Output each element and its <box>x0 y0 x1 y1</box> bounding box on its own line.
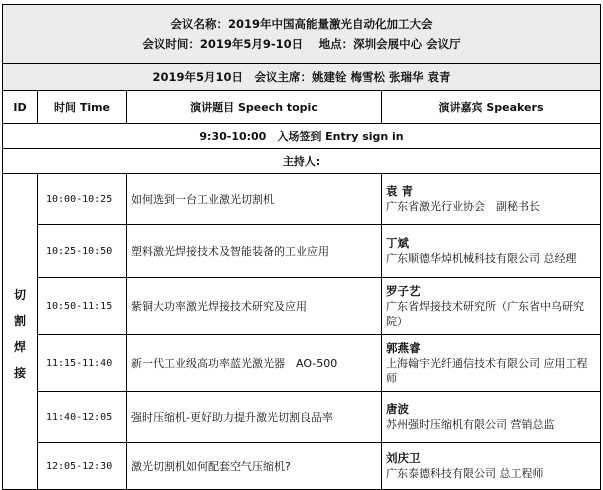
session-speaker <box>382 335 601 392</box>
session-topic: 紫铜大功率激光焊接技术研究及应用 <box>127 278 382 335</box>
conference-name: 会议名称：2019年中国高能量激光自动化加工大会 <box>170 17 433 31</box>
speaker-name: 郭燕睿 <box>386 340 421 355</box>
session-char: 接 <box>13 365 26 380</box>
session-topic: 塑料激光焊接技术及智能装备的工业应用 <box>127 225 382 278</box>
column-header-time: 时间 Time <box>38 91 127 124</box>
column-header-speakers: 演讲嘉宾 Speakers <box>382 91 601 124</box>
speaker-org: 广东泰德科技有限公司 总工程师 <box>386 467 544 480</box>
session-speaker <box>382 278 601 335</box>
session-topic: 激光切割机如何配套空气压缩机? <box>127 443 382 490</box>
speaker-org: 广东顺德华焯机械科技有限公司 总经理 <box>386 252 577 265</box>
column-header-row <box>3 91 601 124</box>
session-speaker <box>382 225 601 278</box>
speaker-name: 刘庆卫 <box>386 451 421 465</box>
agenda-table <box>2 4 601 490</box>
entry-row <box>3 124 601 149</box>
session-time: 10:25-10:50 <box>38 225 127 278</box>
conference-header <box>3 5 601 64</box>
session-time: 12:05-12:30 <box>38 443 127 490</box>
day-chairs: 2019年5月10日 会议主席：姚建铨 梅雪松 张瑞华 袁青 <box>3 64 601 91</box>
column-header-topic: 演讲题目 Speech topic <box>127 91 382 124</box>
session-time: 10:00-10:25 <box>38 174 127 225</box>
session-char: 焊 <box>13 339 26 354</box>
session-label <box>3 174 38 490</box>
speaker-name: 罗子艺 <box>386 283 421 298</box>
conference-time-venue: 会议时间：2019年5月9-10日 地点：深圳会展中心 会议厅 <box>142 37 461 51</box>
session-time: 11:15-11:40 <box>38 335 127 392</box>
table-row <box>3 443 601 490</box>
speaker-name: 丁斌 <box>386 236 409 250</box>
day-chairs-row <box>3 64 601 91</box>
host-row <box>3 149 601 174</box>
session-topic: 强时压缩机-更好助力提升激光切割良品率 <box>127 392 382 443</box>
session-topic: 如何选到一台工业激光切割机 <box>127 174 382 225</box>
session-speaker <box>382 443 601 490</box>
table-row <box>3 174 601 225</box>
speaker-org: 苏州强时压缩机有限公司 营销总监 <box>386 418 555 431</box>
table-row <box>3 225 601 278</box>
session-speaker <box>382 174 601 225</box>
table-row <box>3 335 601 392</box>
session-speaker <box>382 392 601 443</box>
session-char: 割 <box>13 313 26 328</box>
session-time: 10:50-11:15 <box>38 278 127 335</box>
speaker-org: 广东省焊接技术研究所（广东省中乌研究院） <box>386 299 584 328</box>
entry-sign-in: 9:30-10:00 入场签到 Entry sign in <box>3 124 601 149</box>
host-label: 主持人: <box>3 149 601 174</box>
session-topic: 新一代工业级高功率蓝光激光器 AO-500 <box>127 335 382 392</box>
session-char: 切 <box>13 287 26 302</box>
speaker-org: 广东省激光行业协会 副秘书长 <box>386 200 540 213</box>
table-row <box>3 392 601 443</box>
column-header-id: ID <box>3 91 38 124</box>
speaker-name: 唐波 <box>386 402 409 416</box>
speaker-org: 上海翰宇光纤通信技术有限公司 应用工程师 <box>386 356 588 385</box>
session-time: 11:40-12:05 <box>38 392 127 443</box>
table-row <box>3 278 601 335</box>
header-row <box>3 5 601 64</box>
speaker-name: 袁 青 <box>386 184 414 198</box>
